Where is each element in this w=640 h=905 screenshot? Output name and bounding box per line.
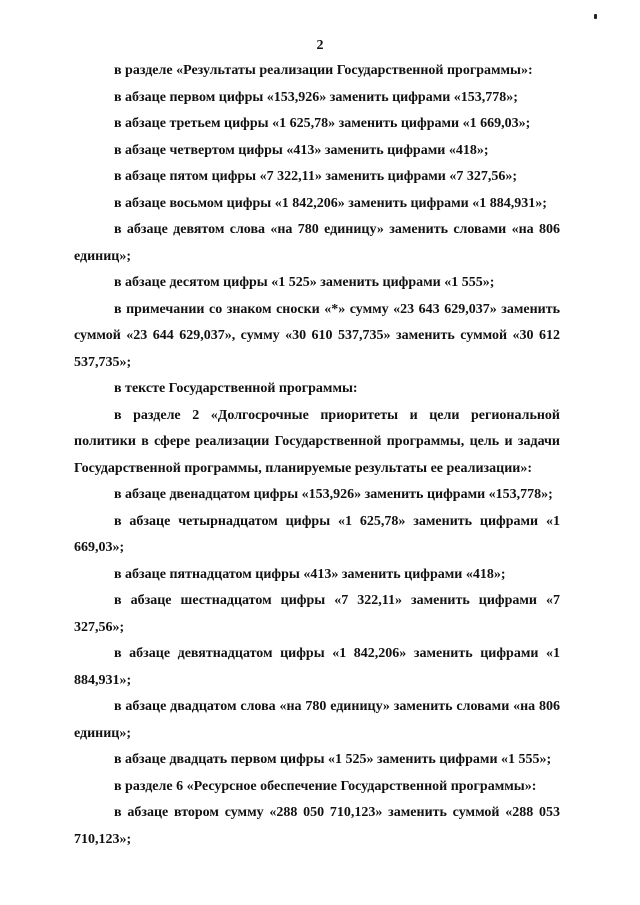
paragraph-10: в тексте Государственной программы: xyxy=(114,381,358,396)
paragraph-14: в абзаце пятнадцатом цифры «413» заменить цифрами «418»; xyxy=(114,566,506,582)
paragraph-17: в абзаце двадцатом слова «на 780 единицу» заменить словами «на 806 единиц»; xyxy=(74,699,560,741)
paragraph-3: в абзаце третьем цифры «1 625,78» заменить цифрами «1 669,03»; xyxy=(114,116,531,131)
scan-speck xyxy=(594,14,597,19)
document-body xyxy=(74,58,560,853)
page-number: 2 xyxy=(316,38,324,53)
paragraph-20: в абзаце втором сумму «288 050 710,123» заменить суммой «288 053 710,123»; xyxy=(74,805,560,847)
paragraph-15: в абзаце шестнадцатом цифры «7 322,11» заменить цифрами «7 327,56»; xyxy=(74,593,560,635)
paragraph-7: в абзаце девятом слова «на 780 единицу» заменить словами «на 806 единиц»; xyxy=(74,222,560,264)
paragraph-9: в примечании со знаком сноски «*» сумму «23 643 629,037» заменить суммой «23 644 629,037», сумму «30 610 537,735» заменить суммой «30 612 537,735»; xyxy=(74,301,560,370)
paragraph-19: в разделе 6 «Ресурсное обеспечение Государственной программы»: xyxy=(114,778,537,794)
paragraph-5: в абзаце пятом цифры «7 322,11» заменить цифрами «7 327,56»; xyxy=(114,169,517,184)
paragraph-18: в абзаце двадцать первом цифры «1 525» заменить цифрами «1 555»; xyxy=(114,752,552,767)
paragraph-16: в абзаце девятнадцатом цифры «1 842,206» заменить цифрами «1 884,931»; xyxy=(74,646,560,688)
paragraph-11: в разделе 2 «Долгосрочные приоритеты и цели региональной политики в сфере реализации Государственной программы, цель и задачи Государственной программы, планируемые результаты ее реализации»: xyxy=(74,407,560,476)
paragraph-2: в абзаце первом цифры «153,926» заменить цифрами «153,778»; xyxy=(114,89,518,105)
paragraph-1: в разделе «Результаты реализации Государственной программы»: xyxy=(114,63,533,78)
paragraph-13: в абзаце четырнадцатом цифры «1 625,78» заменить цифрами «1 669,03»; xyxy=(74,513,560,555)
paragraph-6: в абзаце восьмом цифры «1 842,206» заменить цифрами «1 884,931»; xyxy=(114,195,547,211)
paragraph-8: в абзаце десятом цифры «1 525» заменить цифрами «1 555»; xyxy=(114,275,495,290)
paragraph-12: в абзаце двенадцатом цифры «153,926» заменить цифрами «153,778»; xyxy=(114,487,553,502)
paragraph-4: в абзаце четвертом цифры «413» заменить цифрами «418»; xyxy=(114,142,489,158)
